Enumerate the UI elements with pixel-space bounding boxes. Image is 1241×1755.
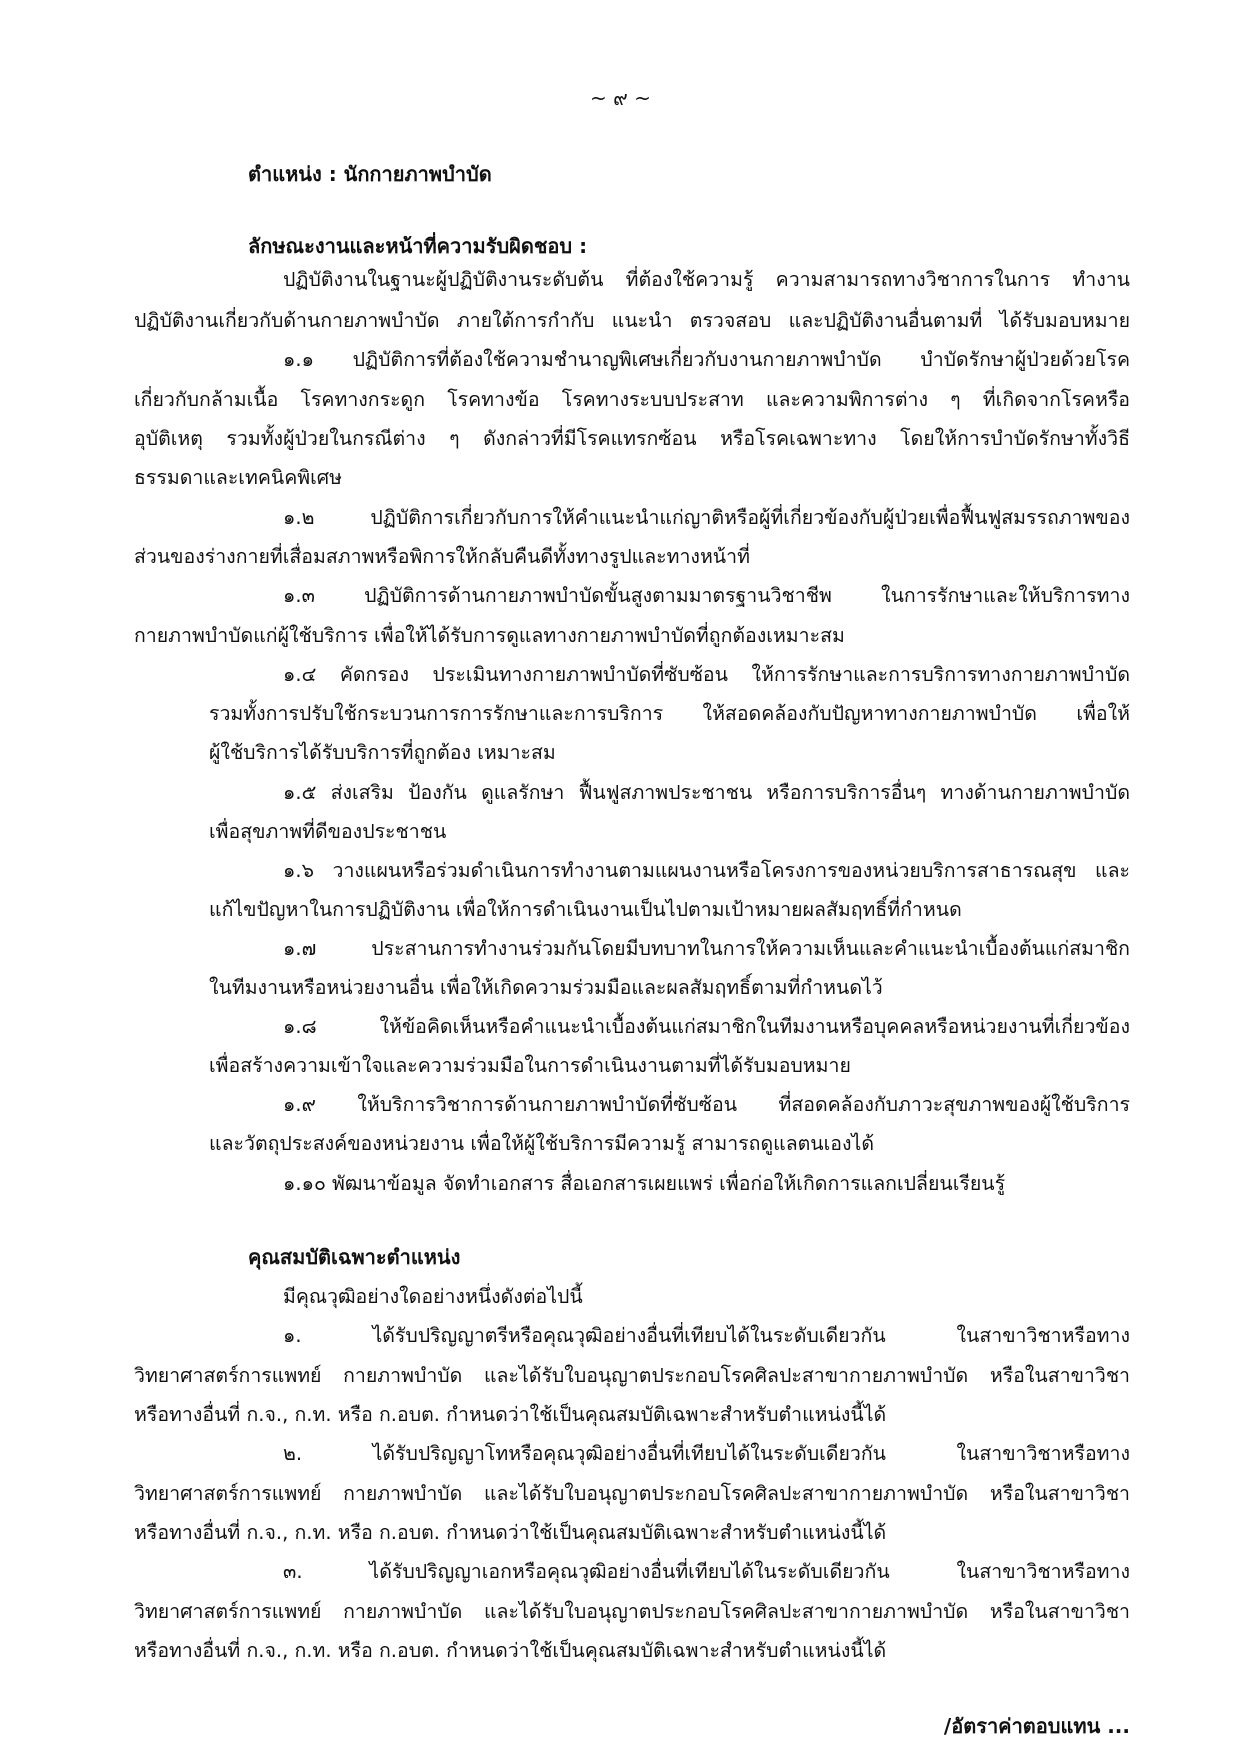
duties-line: ส่วนของร่างกายที่เสื่อมสภาพหรือพิการให้กลับคืนดีทั้งทางรูปและทางหน้าที่ [134, 545, 750, 568]
qualification-line: หรือทางอื่นที่ ก.จ., ก.ท. หรือ ก.อบต. กำหนดว่าใช้เป็นคุณสมบัติเฉพาะสำหรับตำแหน่งนี้ได้ [134, 1403, 887, 1426]
continuation-footer: /อัตราค่าตอบแทน ... [943, 1714, 1130, 1738]
duties-line: ปฏิบัติงานเกี่ยวกับด้านกายภาพบำบัด ภายใต้การกำกับ แนะนำ ตรวจสอบ และปฏิบัติงานอื่นตามที่ ได้รับมอบหมาย [134, 309, 1130, 332]
duties-line: ๑.๔ คัดกรอง ประเมินทางกายภาพบำบัดที่ซับซ้อน ให้การรักษาและการบริการทางกายภาพบำบัด [283, 663, 1130, 686]
qualification-line: วิทยาศาสตร์การแพทย์ กายภาพบำบัด และได้รับใบอนุญาตประกอบโรคศิลปะสาขากายภาพบำบัด หรือในสาขาวิชา [134, 1482, 1130, 1505]
duties-line: รวมทั้งการปรับใช้กระบวนการการรักษาและการบริการ ให้สอดคล้องกับปัญหาทางกายภาพบำบัด เพื่อให้ [209, 702, 1130, 725]
duties-line: ๑.๘ ให้ข้อคิดเห็นหรือคำแนะนำเบื้องต้นแก่สมาชิกในทีมงานหรือบุคคลหรือหน่วยงานที่เกี่ยวข้อง [283, 1015, 1130, 1038]
duties-line: เกี่ยวกับกล้ามเนื้อ โรคทางกระดูก โรคทางข้อ โรคทางระบบประสาท และความพิการต่าง ๆ ที่เกิดจากโรคหรือ [134, 388, 1130, 411]
duties-line: ปฏิบัติงานในฐานะผู้ปฏิบัติงานระดับต้น ที่ต้องใช้ความรู้ ความสามารถทางวิชาการในการ ทำงาน [283, 268, 1130, 291]
qualification-line: ๓. ได้รับปริญญาเอกหรือคุณวุฒิอย่างอื่นที่เทียบได้ในระดับเดียวกัน ในสาขาวิชาหรือทาง [283, 1560, 1130, 1583]
duties-line: ๑.๒ ปฏิบัติการเกี่ยวกับการให้คำแนะนำแก่ญาติหรือผู้ที่เกี่ยวข้องกับผู้ป่วยเพื่อฟื้นฟูสมรรถภาพของ [283, 506, 1130, 529]
duties-line: ในทีมงานหรือหน่วยงานอื่น เพื่อให้เกิดความร่วมมือและผลสัมฤทธิ์ตามที่กำหนดไว้ [209, 976, 883, 999]
duties-line: ๑.๑๐ พัฒนาข้อมูล จัดทำเอกสาร สื่อเอกสารเผยแพร่ เพื่อก่อให้เกิดการแลกเปลี่ยนเรียนรู้ [283, 1172, 1006, 1195]
duties-line: เพื่อสุขภาพที่ดีของประชาชน [209, 820, 447, 843]
qualification-line: ๒. ได้รับปริญญาโทหรือคุณวุฒิอย่างอื่นที่เทียบได้ในระดับเดียวกัน ในสาขาวิชาหรือทาง [283, 1442, 1130, 1465]
duties-line: เพื่อสร้างความเข้าใจและความร่วมมือในการดำเนินงานตามที่ได้รับมอบหมาย [209, 1054, 851, 1077]
duties-line: ๑.๙ ให้บริการวิชาการด้านกายภาพบำบัดที่ซับซ้อน ที่สอดคล้องกับภาวะสุขภาพของผู้ใช้บริการ [283, 1093, 1130, 1116]
qualification-line: มีคุณวุฒิอย่างใดอย่างหนึ่งดังต่อไปนี้ [283, 1285, 583, 1308]
duties-line: ๑.๖ วางแผนหรือร่วมดำเนินการทำงานตามแผนงานหรือโครงการของหน่วยบริการสาธารณสุข และ [283, 859, 1130, 882]
duties-line: ธรรมดาและเทคนิคพิเศษ [134, 466, 342, 489]
position-heading: ตำแหน่ง : นักกายภาพบำบัด [248, 162, 492, 186]
qualification-line: ๑. ได้รับปริญญาตรีหรือคุณวุฒิอย่างอื่นที่เทียบได้ในระดับเดียวกัน ในสาขาวิชาหรือทาง [283, 1324, 1130, 1347]
qualification-line: วิทยาศาสตร์การแพทย์ กายภาพบำบัด และได้รับใบอนุญาตประกอบโรคศิลปะสาขากายภาพบำบัด หรือในสาขาวิชา [134, 1364, 1130, 1387]
duties-line: ๑.๕ ส่งเสริม ป้องกัน ดูแลรักษา ฟื้นฟูสภาพประชาชน หรือการบริการอื่นๆ ทางด้านกายภาพบำบัด [283, 781, 1130, 804]
qualifications-heading: คุณสมบัติเฉพาะตำแหน่ง [248, 1245, 461, 1269]
duties-line: แก้ไขปัญหาในการปฏิบัติงาน เพื่อให้การดำเนินงานเป็นไปตามเป้าหมายผลสัมฤทธิ์ที่กำหนด [209, 898, 962, 921]
qualification-line: วิทยาศาสตร์การแพทย์ กายภาพบำบัด และได้รับใบอนุญาตประกอบโรคศิลปะสาขากายภาพบำบัด หรือในสาขาวิชา [134, 1600, 1130, 1623]
duties-line: ๑.๓ ปฏิบัติการด้านกายภาพบำบัดขั้นสูงตามมาตรฐานวิชาชีพ ในการรักษาและให้บริการทาง [283, 584, 1130, 607]
duties-line: ๑.๑ ปฏิบัติการที่ต้องใช้ความชำนาญพิเศษเกี่ยวกับงานกายภาพบำบัด บำบัดรักษาผู้ป่วยด้วยโรค [283, 348, 1130, 371]
duties-line: ผู้ใช้บริการได้รับบริการที่ถูกต้อง เหมาะสม [209, 741, 556, 764]
duties-line: ๑.๗ ประสานการทำงานร่วมกันโดยมีบทบาทในการให้ความเห็นและคำแนะนำเบื้องต้นแก่สมาชิก [283, 937, 1130, 960]
qualification-line: หรือทางอื่นที่ ก.จ., ก.ท. หรือ ก.อบต. กำหนดว่าใช้เป็นคุณสมบัติเฉพาะสำหรับตำแหน่งนี้ได้ [134, 1521, 887, 1544]
duties-heading: ลักษณะงานและหน้าที่ความรับผิดชอบ : [248, 234, 588, 258]
qualification-line: หรือทางอื่นที่ ก.จ., ก.ท. หรือ ก.อบต. กำหนดว่าใช้เป็นคุณสมบัติเฉพาะสำหรับตำแหน่งนี้ได้ [134, 1639, 887, 1662]
duties-line: และวัตถุประสงค์ของหน่วยงาน เพื่อให้ผู้ใช้บริการมีความรู้ สามารถดูแลตนเองได้ [209, 1132, 874, 1155]
duties-line: อุบัติเหตุ รวมทั้งผู้ป่วยในกรณีต่าง ๆ ดังกล่าวที่มีโรคแทรกซ้อน หรือโรคเฉพาะทาง โดยให้การบำบัดรักษาทั้งวิธี [134, 427, 1130, 450]
page-number: ~ ๙ ~ [590, 86, 651, 110]
duties-line: กายภาพบำบัดแก่ผู้ใช้บริการ เพื่อให้ได้รับการดูแลทางกายภาพบำบัดที่ถูกต้องเหมาะสม [134, 624, 845, 647]
